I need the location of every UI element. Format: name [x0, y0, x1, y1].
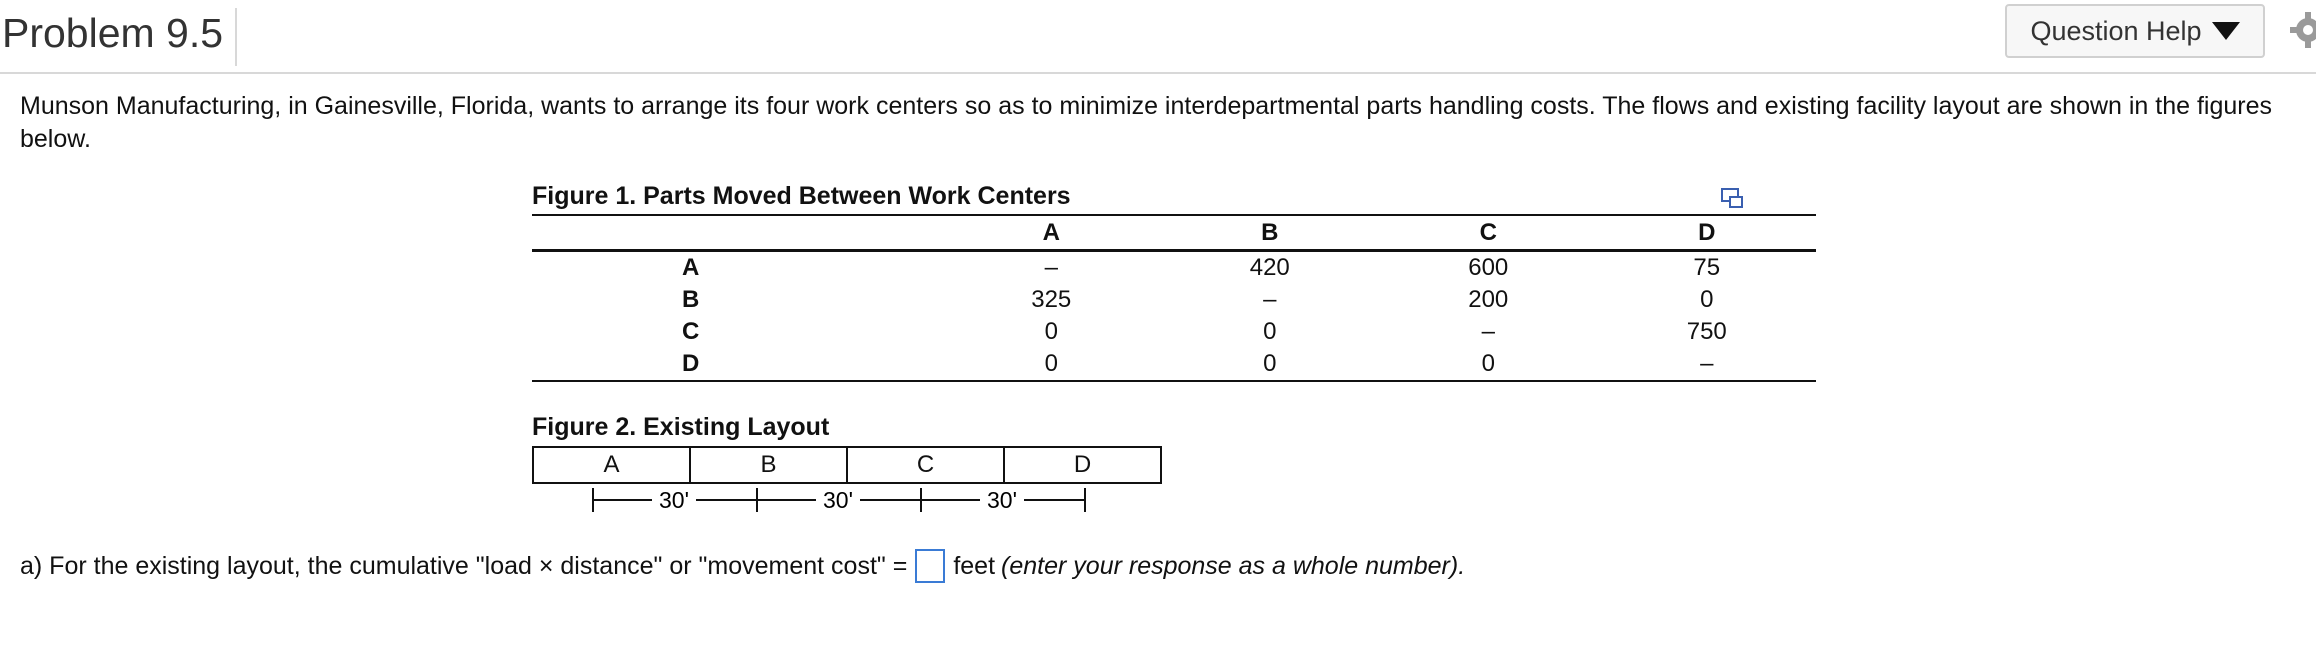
work-center-cell: D — [1073, 451, 1092, 478]
table-cell: – — [1263, 286, 1277, 313]
figure1-title: Figure 1. Parts Moved Between Work Centers — [532, 182, 1071, 210]
row-header: B — [682, 286, 700, 313]
dropdown-caret-icon — [2212, 22, 2240, 40]
table-cell: 200 — [1468, 286, 1509, 313]
table-corner — [532, 215, 942, 251]
table-cell: 325 — [1031, 286, 1072, 313]
table-cell: 75 — [1693, 254, 1721, 281]
existing-layout-diagram — [532, 446, 1162, 484]
gear-icon[interactable] — [2288, 10, 2316, 50]
question-help-button[interactable] — [2005, 4, 2265, 58]
problem-intro: Munson Manufacturing, in Gainesville, Florida, wants to arrange its four work centers so as to minimize interdepartmental parts handling costs. The flows and existing facility layout are shown in the figures below. — [20, 92, 2273, 153]
table-cell: 0 — [942, 348, 1161, 381]
table-cell: 420 — [1249, 254, 1290, 281]
work-center-cell: C — [848, 448, 1005, 482]
problem-title: Problem 9.5 — [2, 8, 237, 66]
expand-figure-icon[interactable] — [1721, 188, 1745, 210]
table-row — [532, 251, 1816, 285]
row-header: D — [532, 348, 942, 381]
table-cell: 0 — [1161, 348, 1380, 381]
row-header: A — [682, 254, 700, 281]
distance-label: 30' — [659, 487, 689, 513]
table-cell: 750 — [1686, 318, 1727, 345]
table-cell: 0 — [1263, 318, 1277, 345]
question-a — [20, 548, 1465, 584]
movement-cost-input[interactable] — [915, 549, 945, 583]
table-cell: – — [1044, 254, 1058, 281]
distance-dimension-lines — [590, 484, 1090, 516]
problem-header — [0, 0, 2316, 74]
question-help-label: Question Help — [2030, 15, 2202, 46]
column-header: A — [942, 215, 1161, 251]
table-cell: 0 — [1044, 318, 1058, 345]
row-header: C — [682, 318, 700, 345]
table-row — [532, 316, 1816, 348]
column-header: D — [1598, 215, 1817, 251]
figure2-title: Figure 2. Existing Layout — [532, 413, 830, 441]
table-row — [532, 284, 1816, 316]
distance-label: 30' — [823, 487, 853, 513]
question-a-unit: feet — [953, 552, 996, 580]
table-header-row — [532, 215, 1816, 251]
parts-moved-table — [532, 214, 1816, 382]
table-cell: – — [1598, 348, 1817, 381]
distance-label: 30' — [987, 487, 1017, 513]
table-cell: 0 — [1379, 348, 1598, 381]
table-cell: 600 — [1468, 254, 1509, 281]
column-header: B — [1161, 215, 1380, 251]
table-row — [532, 348, 1816, 381]
question-a-instruction: (enter your response as a whole number). — [1001, 552, 1466, 580]
work-center-cell: B — [691, 448, 848, 482]
table-cell: 0 — [1700, 286, 1714, 313]
work-center-cell: A — [534, 448, 691, 482]
table-cell: – — [1481, 318, 1495, 345]
column-header: C — [1379, 215, 1598, 251]
question-a-prompt: a) For the existing layout, the cumulative "load × distance" or "movement cost" = — [20, 552, 908, 580]
